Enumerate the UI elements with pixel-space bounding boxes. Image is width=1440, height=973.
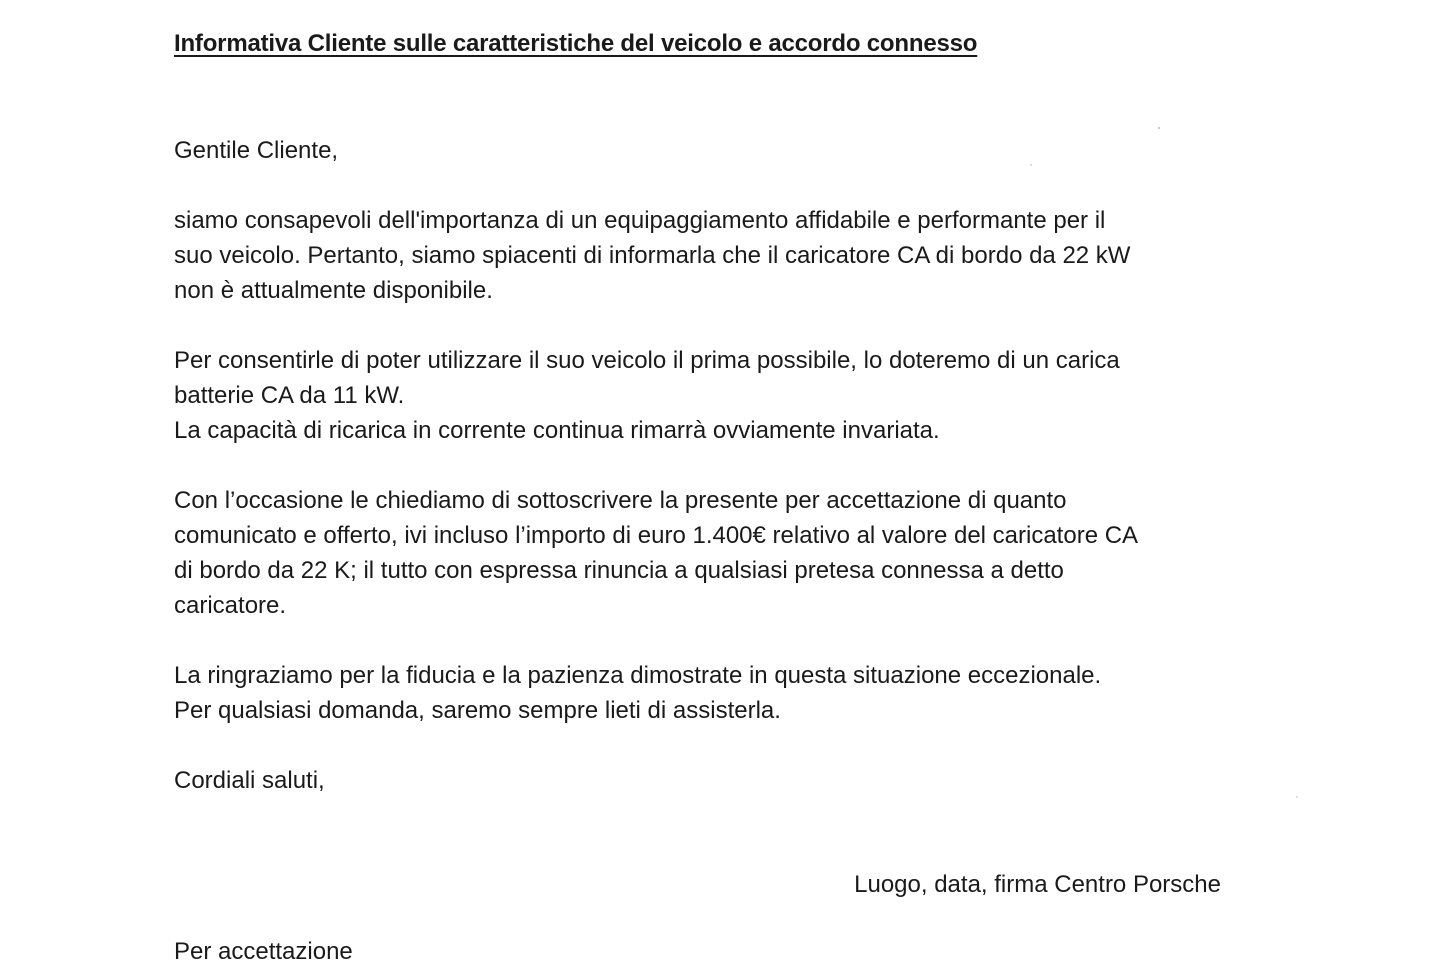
paragraph-line: di bordo da 22 K; il tutto con espressa rinuncia a qualsiasi pretesa connessa a detto [174,557,1064,584]
letter-title: Informativa Cliente sulle caratteristiche del veicolo e accordo connesso [174,30,978,57]
paragraph-line: Con l’occasione le chiediamo di sottoscrivere la presente per accettazione di quanto [174,487,1067,514]
paragraph-line: suo veicolo. Pertanto, siamo spiacenti di informarla che il caricatore CA di bordo da 22 kW [174,242,1131,269]
scan-speck [1296,796,1298,798]
paragraph-agreement [174,483,1284,623]
scan-speck [1158,127,1160,129]
paragraph-line: siamo consapevoli dell'importanza di un equipaggiamento affidabile e performante per il [174,207,1106,234]
paragraph-availability [174,203,1284,308]
greeting: Gentile Cliente, [174,137,339,164]
paragraph-line: batterie CA da 11 kW. [174,382,405,409]
paragraph-thanks [174,658,1284,728]
acceptance-label: Per accettazione [174,938,353,965]
paragraph-line: La capacità di ricarica in corrente continua rimarrà ovviamente invariata. [174,417,940,444]
signature-place-label: Luogo, data, firma Centro Porsche [854,871,1221,898]
closing: Cordiali saluti, [174,767,325,794]
paragraph-line: Per consentirle di poter utilizzare il suo veicolo il prima possibile, lo doteremo di un carica [174,347,1120,374]
scan-speck [1030,164,1032,166]
paragraph-replacement [174,343,1284,448]
paragraph-line: non è attualmente disponibile. [174,277,493,304]
paragraph-line: Per qualsiasi domanda, saremo sempre lieti di assisterla. [174,697,781,724]
paragraph-line: La ringraziamo per la fiducia e la pazienza dimostrate in questa situazione eccezionale. [174,662,1102,689]
paragraph-line: comunicato e offerto, ivi incluso l’importo di euro 1.400€ relativo al valore del caricatore CA [174,522,1139,549]
paragraph-line: caricatore. [174,592,287,619]
